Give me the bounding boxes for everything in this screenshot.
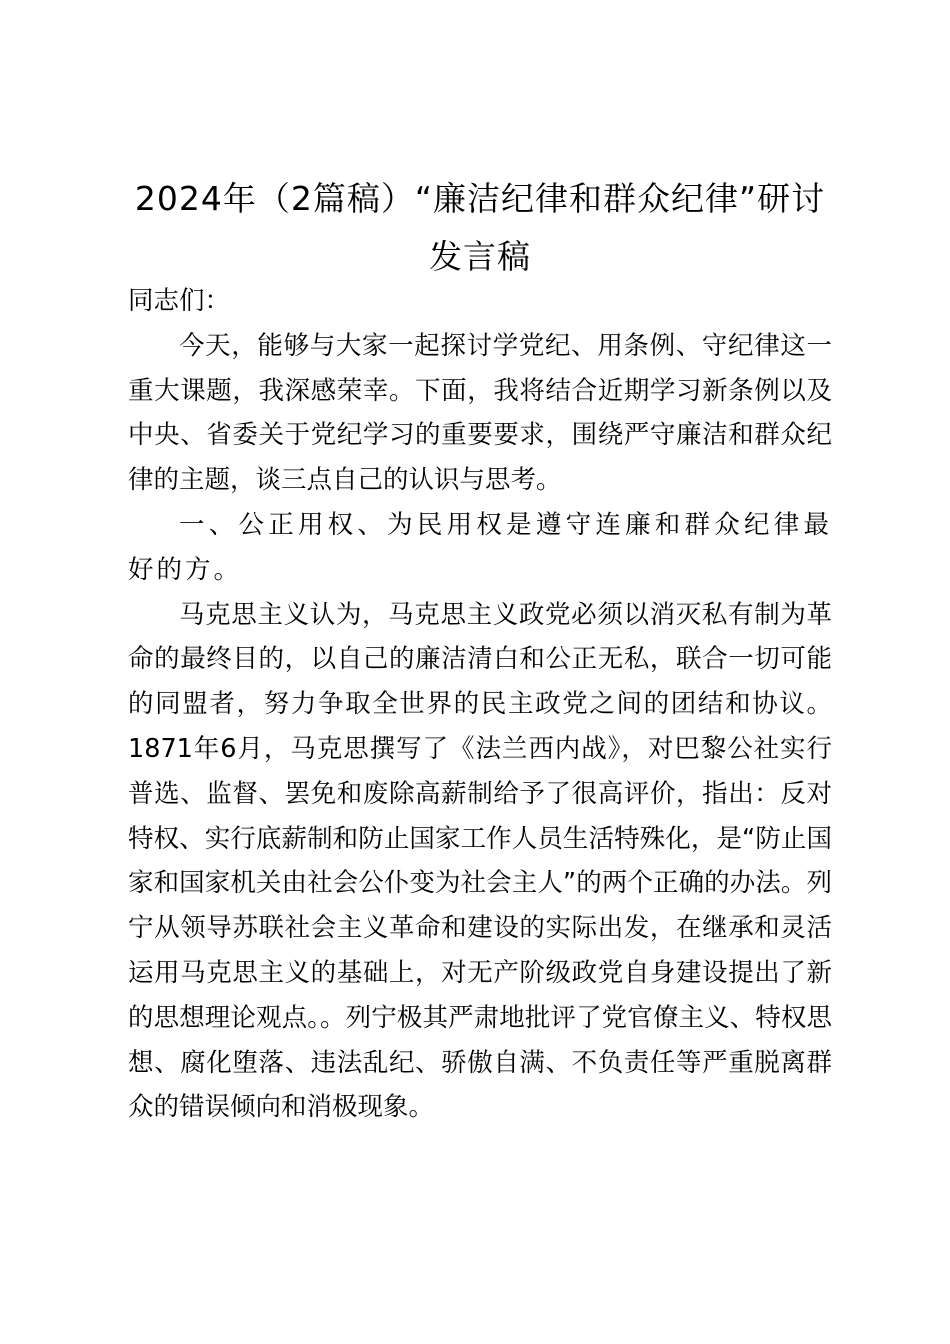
paragraph-intro: 今天，能够与大家一起探讨学党纪、用条例、守纪律这一重大课题，我深感荣幸。下面，我将结合近期学习新条例以及中央、省委关于党纪学习的重要要求，围绕严守廉洁和群众纪律的主题，谈三点自己的认识与思考。 <box>128 330 832 496</box>
section-heading-1: 一、公正用权、为民用权是遵守连廉和群众纪律最好的方。 <box>128 509 832 585</box>
document-title: 2024年（2篇稿）“廉洁纪律和群众纪律”研讨发言稿 <box>134 179 826 276</box>
greeting: 同志们： <box>128 286 231 316</box>
paragraph-marxism: 马克思主义认为，马克思主义政党必须以消灭私有制为革命的最终目的，以自己的廉洁清白和公正无私，联合一切可能的同盟者，努力争取全世界的民主政党之间的团结和协议。1871年6月，马克思撰写了《法兰西内战》，对巴黎公社实行普选、监督、罢免和废除高薪制给予了很高评价，指出：反对特权、实行底薪制和防止国家工作人员生活特殊化，是“防止国家和国家机关由社会公仆变为社会主人”的两个正确的办法。列宁从领导苏联社会主义革命和建设的实际出发，在继承和灵活运用马克思主义的基础上，对无产阶级政党自身建设提出了新的思想理论观点。。列宁极其严肃地批评了党官僚主义、特权思想、腐化堕落、违法乱纪、骄傲自满、不负责任等严重脱离群众的错误倾向和消极现象。 <box>128 599 832 1123</box>
document-body <box>128 279 832 1130</box>
